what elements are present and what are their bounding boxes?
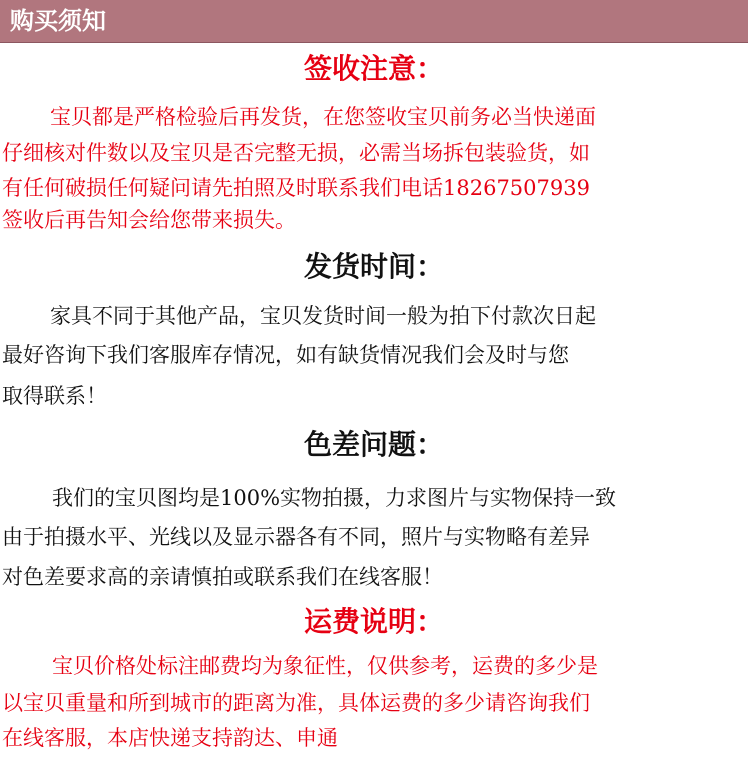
section-title-color-difference: 色差问题：: [303, 428, 444, 461]
section-line: 以宝贝重量和所到城市的距离为准，具体运费的多少请咨询我们: [2, 691, 590, 715]
section-line: 取得联系！: [2, 384, 107, 408]
section-line: 对色差要求高的亲请慎拍或联系我们在线客服！: [2, 565, 443, 589]
section-line: 宝贝都是严格检验后再发货，在您签收宝贝前务必当快递面: [50, 105, 596, 129]
section-line: 家具不同于其他产品，宝贝发货时间一般为拍下付款次日起: [50, 304, 596, 328]
section-line: 我们的宝贝图均是100%实物拍摄，力求图片与实物保持一致: [52, 486, 617, 510]
section-line: 宝贝价格处标注邮费均为象征性，仅供参考，运费的多少是: [52, 654, 598, 678]
section-line: 由于拍摄水平、光线以及显示器各有不同，照片与实物略有差异: [2, 525, 590, 549]
section-title-sign-receipt: 签收注意：: [303, 52, 444, 85]
section-line: 有任何破损任何疑问请先拍照及时联系我们电话18267507939: [2, 176, 590, 200]
section-line: 在线客服，本店快递支持韵达、申通: [2, 726, 338, 750]
section-line: 仔细核对件数以及宝贝是否完整无损，必需当场拆包装验货，如: [2, 141, 590, 165]
section-title-shipping-time: 发货时间：: [303, 250, 444, 283]
section-line: 最好咨询下我们客服库存情况，如有缺货情况我们会及时与您: [2, 343, 569, 367]
header-bar: [0, 0, 748, 43]
section-title-shipping-fee: 运费说明：: [303, 605, 444, 638]
section-line: 签收后再告知会给您带来损失。: [2, 208, 296, 232]
header-title: 购买须知: [10, 7, 106, 35]
